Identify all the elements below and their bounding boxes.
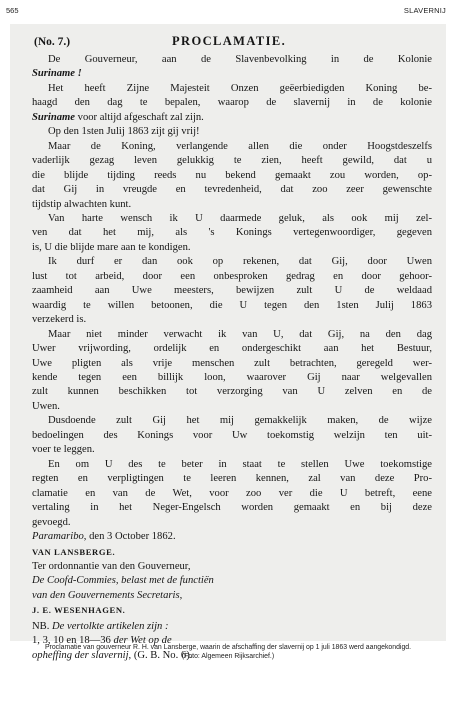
paragraph-line: Op den 1sten Julij 1863 zijt gij vrij! bbox=[48, 126, 200, 138]
paragraph-line: haagd den dag te bepalen, waarop de slavernij in de kolonie bbox=[32, 97, 432, 109]
address-line: De Gouverneur, aan de Slavenbevolking in de Kolonie bbox=[48, 54, 432, 65]
nota-bene-line bbox=[32, 620, 432, 634]
paragraph-line bbox=[32, 111, 432, 125]
paragraph-line: kende tegen een billijk loon, waarover Gij naar welgevallen bbox=[32, 371, 432, 383]
gazette-reference: , (G. B. No. 6). bbox=[128, 649, 193, 661]
address-line bbox=[32, 67, 432, 81]
paragraph-line: Dusdoende zult Gij het mij gemakkelijk maken, de wijze bbox=[48, 415, 432, 427]
article-numbers: 1, 3, 10 en 18—36 bbox=[32, 635, 111, 647]
page-number: 565 bbox=[6, 6, 19, 15]
paragraph-line: verzekerd is. bbox=[32, 314, 87, 326]
paragraph-line: ven dat het mij, als 's Konings vertegenwoordiger, gegeven bbox=[32, 227, 432, 239]
secretary-signature: J. E. WESENHAGEN. bbox=[32, 605, 126, 616]
paragraph-line: gevoegd. bbox=[32, 516, 71, 528]
date-line bbox=[32, 530, 432, 544]
paragraph-text: voor altijd afgeschaft zal zijn. bbox=[77, 111, 204, 123]
paragraph-line: regten en verpligtingen te leeren kennen, zal van deze Pro- bbox=[32, 473, 432, 485]
paragraph-line: En om U des te beter in staat te stellen Uwe toekomstige bbox=[48, 458, 432, 470]
paragraph-line: zaamheid aan Uwe meesters, bewijzen zult U de weldaad bbox=[32, 285, 432, 297]
paragraph-line: zult kunnen beschikken tot verzorging van U zelven en de bbox=[32, 386, 432, 398]
document-title: PROCLAMATIE. bbox=[172, 34, 287, 48]
nota-bene-text: De vertolkte artikelen zijn : bbox=[52, 620, 169, 632]
nota-bene-text: opheffing der slavernij bbox=[32, 649, 129, 661]
paragraph-line: Uwen. bbox=[32, 400, 60, 412]
proclamation-text bbox=[32, 34, 432, 663]
paragraph-line: Maar niet minder verwacht ik van U, dat Gij, na den dag bbox=[48, 328, 432, 340]
date-place: Paramaribo bbox=[32, 530, 84, 542]
paragraph-line: Het heeft Zijne Majesteit Onzen geëerbiedigden Koning be- bbox=[48, 82, 432, 94]
nota-bene-label: NB. bbox=[32, 620, 50, 632]
ordonnantie-line: Ter ordonnantie van den Gouverneur, bbox=[32, 560, 191, 572]
secretary-title-text: De Coofd-Commies, belast met de functiën bbox=[32, 575, 214, 587]
signature-block bbox=[32, 545, 432, 617]
paragraph-line: Maar de Koning, verlangende allen die onder Hoogstdeszelfs bbox=[48, 140, 432, 152]
secretary-title-line bbox=[32, 574, 432, 588]
paragraph-line: dat Gij in vreugde en tevredenheid, dat zoo zeer gewenschte bbox=[32, 184, 432, 196]
secretary-title-text: van den Gouvernements Secretaris, bbox=[32, 589, 183, 601]
paragraph-line: bedoelingen des Konings voor Uw toekomstig welzijn ten uit- bbox=[32, 429, 432, 441]
paragraph-line: is, U die blijde mare aan te kondigen. bbox=[32, 241, 191, 253]
paragraph-line: tijdstip alwachten kunt. bbox=[32, 198, 132, 210]
paragraph-line: waardig te willen betoonen, die U tegen den 1sten Julij 1863 bbox=[32, 299, 432, 311]
paragraph-line: clamatie en van de Wet, voor zoo ver die U betreft, eene bbox=[32, 487, 432, 499]
paragraph-line: voer te leggen. bbox=[32, 444, 95, 456]
paragraph-line: Uwe pligten als vrije menschen zult betrachten, geregeld wer- bbox=[32, 357, 432, 369]
paragraph-line: vaderlijk gezag leven gelukkig te zien, heeft gewild, dat u bbox=[32, 155, 432, 167]
photo-caption bbox=[0, 643, 456, 661]
nota-bene-text: der Wet op de bbox=[113, 635, 172, 647]
running-head bbox=[6, 6, 446, 18]
secretary-title-line bbox=[32, 589, 432, 603]
paragraph-line: vertaling in het Neger-Engelsch worden gemaakt en bij deze bbox=[32, 502, 432, 514]
date-text: , den 3 October 1862. bbox=[83, 530, 176, 542]
paragraph-line: die blijde tijding reeds nu bekend gemaakt zou worden, op- bbox=[32, 169, 432, 181]
governor-signature: VAN LANSBERGE. bbox=[32, 547, 116, 558]
colony-name: Suriname bbox=[32, 111, 75, 123]
paragraph-line: Uwer vrijwording, ordelijk en ondergeschikt aan het Bestuur, bbox=[32, 343, 432, 355]
caption-line: Proclamatie van gouverneur R. H. van Lansberge, waarin de afschaffing der slavernij op 1 juli 1863 werd aangekondigd. bbox=[44, 644, 412, 651]
paragraph-line: lust tot arbeid, door een onbesproken gedrag en door gehoor- bbox=[32, 270, 432, 282]
document-number: (No. 7.) bbox=[34, 36, 71, 48]
address-colony: Suriname ! bbox=[32, 68, 82, 80]
paragraph-line: Van harte wensch ik U daarmede geluk, als ook mij zel- bbox=[48, 212, 432, 224]
proclamation-heading bbox=[32, 34, 432, 51]
caption-credit: (Foto: Algemeen Rijksarchief.) bbox=[181, 653, 275, 660]
paragraph-line: Ik durf er dan ook op rekenen, dat Gij, door Uwen bbox=[48, 256, 432, 268]
section-title: SLAVERNIJ bbox=[403, 6, 446, 15]
